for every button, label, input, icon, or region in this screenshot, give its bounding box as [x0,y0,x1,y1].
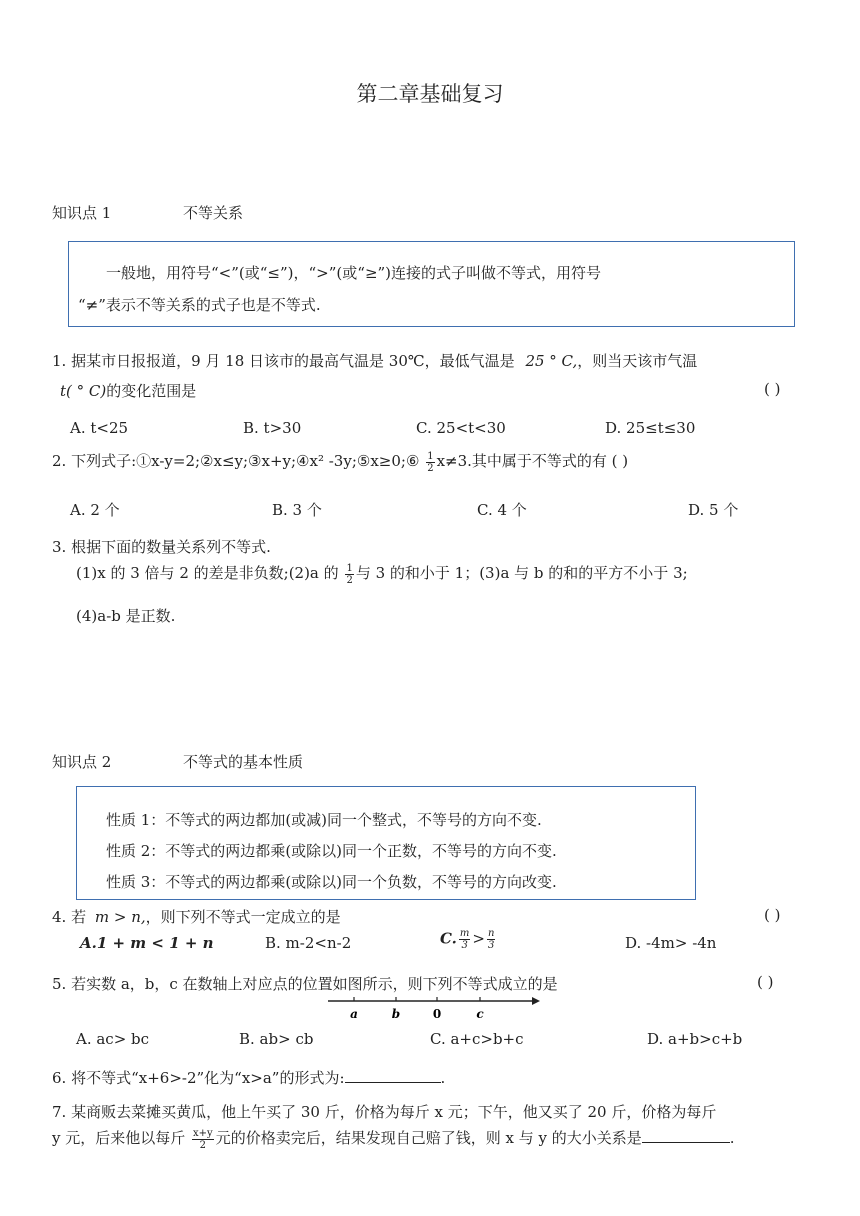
question-6-text: 6. 将不等式“x+6>-2”化为“x>a”的形式为: [52,1069,345,1087]
question-4-option-a: A.1 + m < 1 + n [80,934,214,952]
question-4-option-c-frac-left: $\frac{m}{3}$ [459,928,470,951]
question-3-line-2 [76,562,688,586]
question-1-answer-paren: ( ) [764,380,781,398]
knowledge-point-2-label: 知识点 2 [52,753,112,771]
question-7-answer-blank[interactable] [642,1142,730,1143]
question-7-line-2 [52,1127,735,1151]
question-4-text-b: ，则下列不等式一定成立的是 [145,908,341,926]
definition-line-1: 一般地，用符号“<”(或“≤”)，“>”(或“≥”)连接的式子叫做不等式，用符号 [106,264,602,282]
question-5-option-a: A. ac> bc [76,1030,150,1048]
question-5-option-c: C. a+c>b+c [430,1030,524,1048]
question-4-option-d: D. -4m> -4n [625,934,717,952]
question-1-option-a: A. t<25 [70,419,129,437]
question-1-option-d: D. 25≤t≤30 [605,419,696,437]
question-4 [52,906,341,927]
question-1-text-b: ，则当天该市气温 [577,352,698,370]
question-1-option-b: B. t>30 [243,419,302,437]
question-1-option-c: C. 25<t<30 [416,419,506,437]
question-5-option-d: D. a+b>c+b [647,1030,743,1048]
question-2-option-b: B. 3 个 [272,501,322,519]
question-3-title: 3. 根据下面的数量关系列不等式. [52,538,271,556]
knowledge-point-2-topic: 不等式的基本性质 [183,753,304,771]
question-2 [52,450,628,474]
question-7-text-a: y 元，后来他以每斤 [52,1129,186,1147]
question-6-answer-blank[interactable] [345,1082,441,1083]
property-1: 性质 1：不等式的两边都加(或减)同一个整式，不等号的方向不变. [106,811,542,829]
property-2: 性质 2：不等式的两边都乘(或除以)同一个正数，不等号的方向不变. [106,842,557,860]
question-6-period: . [440,1069,446,1087]
question-4-option-c: C. $\frac{m}{3}$ > $\frac{n}{3}$ [440,928,495,951]
definition-line-2: “≠”表示不等关系的式子也是不等式. [78,296,321,314]
question-5-answer-paren: ( ) [757,973,774,991]
question-7-period: . [729,1129,735,1147]
question-3-line-3: (4)a-b 是正数. [76,607,176,625]
question-2-fraction: $\frac{1}{2}$ [427,450,434,474]
question-1 [52,350,697,371]
label-a: a [350,1007,358,1021]
question-3-fraction: $\frac{1}{2}$ [346,562,353,586]
label-c: c [476,1007,484,1021]
question-7-line-1: 7. 某商贩去菜摊买黄瓜，他上午买了 30 斤，价格为每斤 x 元；下午，他又买了 20 斤，价格为每斤 [52,1103,717,1121]
question-2-option-d: D. 5 个 [688,501,739,519]
label-b: b [391,1007,401,1021]
question-5-option-b: B. ab> cb [239,1030,314,1048]
question-4-text-a: 4. 若 [52,908,87,926]
property-3: 性质 3：不等式的两边都乘(或除以)同一个负数，不等号的方向改变. [106,873,557,891]
question-6 [52,1067,445,1088]
question-2-text-b: x≠3.其中属于不等式的有 ( ) [436,452,629,470]
question-7-fraction: $\frac{x+y}{2}$ [193,1127,213,1151]
question-4-answer-paren: ( ) [764,906,781,924]
question-3-text-b: 与 3 的和小于 1；(3)a 与 b 的和的平方不小于 3; [355,564,688,582]
label-0: 0 [432,1007,442,1021]
knowledge-point-1-label: 知识点 1 [52,204,112,222]
question-2-text-a: 2. 下列式子:①x-y=2;②x≤y;③x+y;④x² -3y;⑤x≥0;⑥ [52,452,420,470]
question-2-option-a: A. 2 个 [70,501,120,519]
question-4-option-c-frac-right: $\frac{n}{3}$ [487,928,495,951]
question-2-option-c: C. 4 个 [477,501,527,519]
question-7-text-b: 元的价格卖完后，结果发现自己赔了钱，则 x 与 y 的大小关系是 [215,1129,642,1147]
question-1-range-text: 的变化范围是 [106,382,197,400]
number-line-figure [320,993,545,1023]
question-4-option-b: B. m-2<n-2 [265,934,352,952]
question-1-text-a: 1. 据某市日报报道，9 月 18 日该市的最高气温是 30℃，最低气温是 [52,352,515,370]
question-1-variable: t( ° C) [60,382,107,400]
knowledge-point-1-topic: 不等关系 [183,204,244,222]
question-5-text: 5. 若实数 a，b，c 在数轴上对应点的位置如图所示，则下列不等式成立的是 [52,975,558,993]
question-3-text-a: (1)x 的 3 倍与 2 的差是非负数;(2)a 的 [76,564,339,582]
page-title: 第二章基础复习 [356,82,504,106]
question-1-temp: 25 ° C, [525,352,578,370]
number-line-arrow [532,997,540,1005]
question-1-line-2 [60,380,196,401]
question-4-condition: m > n, [94,908,146,926]
